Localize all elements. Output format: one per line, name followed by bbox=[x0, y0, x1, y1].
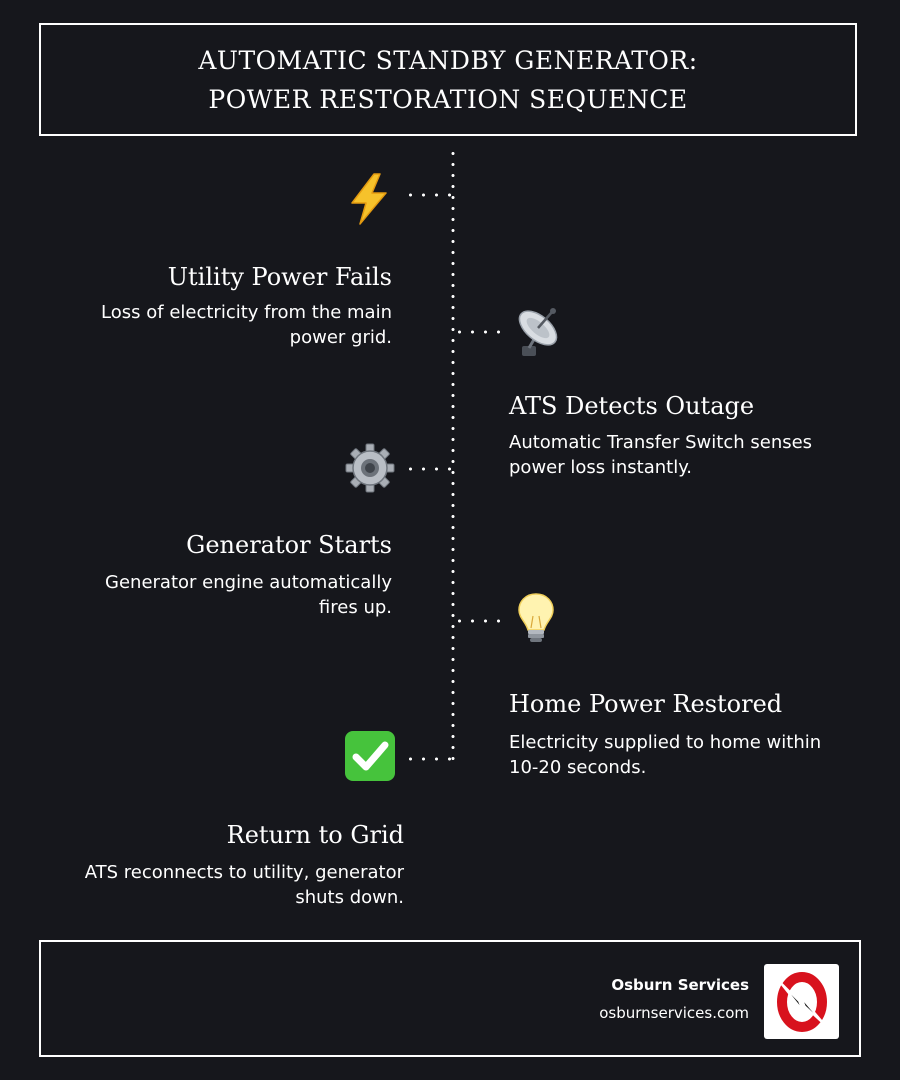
title-box bbox=[39, 23, 857, 136]
step-title: Utility Power Fails bbox=[167, 263, 392, 291]
osburn-logo-icon bbox=[764, 964, 839, 1039]
light-bulb-icon bbox=[509, 592, 563, 646]
company-name: Osburn Services bbox=[611, 976, 749, 994]
step-description: Automatic Transfer Switch senses power loss instantly. bbox=[509, 432, 813, 478]
step-description: ATS reconnects to utility, generator shuts down. bbox=[84, 862, 404, 908]
connector-step-3 bbox=[404, 467, 454, 471]
connector-step-4 bbox=[453, 619, 505, 623]
check-mark-icon bbox=[343, 729, 397, 783]
satellite-dish-icon bbox=[512, 304, 566, 358]
step-description: Loss of electricity from the main power grid. bbox=[101, 302, 392, 348]
lightning-icon bbox=[342, 172, 396, 226]
connector-step-2 bbox=[453, 330, 505, 334]
gear-icon bbox=[343, 441, 397, 495]
step-title: Generator Starts bbox=[186, 531, 392, 559]
footer-box bbox=[39, 940, 861, 1057]
step-title: Return to Grid bbox=[226, 821, 404, 849]
step-title: ATS Detects Outage bbox=[509, 392, 755, 420]
connector-step-1 bbox=[404, 193, 454, 197]
connector-step-5 bbox=[404, 757, 454, 761]
step-description: Electricity supplied to home within 10-20 seconds. bbox=[509, 732, 822, 778]
company-url[interactable]: osburnservices.com bbox=[599, 1004, 749, 1022]
page-title: AUTOMATIC STANDBY GENERATOR: POWER RESTORATION SEQUENCE bbox=[198, 45, 698, 114]
step-description: Generator engine automatically fires up. bbox=[105, 572, 392, 618]
timeline-line bbox=[451, 148, 455, 768]
step-title: Home Power Restored bbox=[509, 690, 783, 718]
